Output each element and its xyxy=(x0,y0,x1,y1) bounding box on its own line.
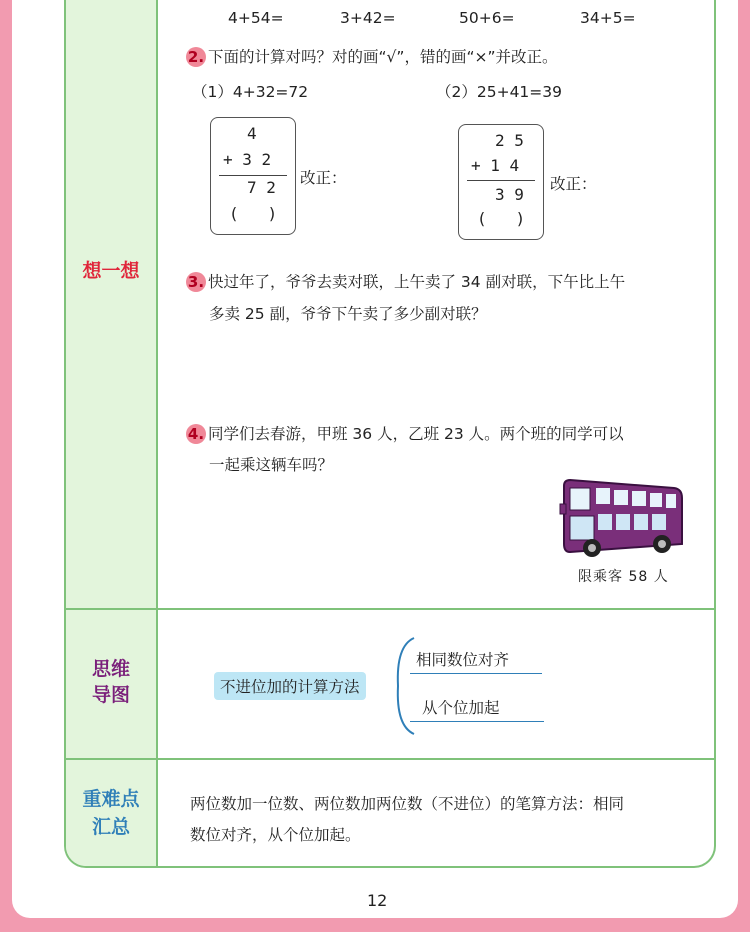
branch-underline xyxy=(410,673,542,674)
equation-3: 50+6= xyxy=(459,9,515,27)
left-label-column xyxy=(66,0,158,866)
bus-capacity-caption: 限乘客 58 人 xyxy=(578,569,669,585)
question-3-line2: 多卖 25 副，爷爷下午卖了多少副对联？ xyxy=(209,305,487,323)
section-label-mindmap-line2: 导图 xyxy=(91,684,130,706)
equation-2: 3+42= xyxy=(340,9,396,27)
page-sheet xyxy=(12,0,738,918)
section-label-summary-line1: 重难点 xyxy=(82,788,140,810)
calc-middle: + 1 4 xyxy=(471,156,520,175)
question-number: 2. xyxy=(187,48,205,66)
question-4-line1 xyxy=(186,422,624,444)
section-label-summary-line2: 汇总 xyxy=(91,816,130,838)
item-1-label: （1）4+32=72 xyxy=(192,83,309,101)
section-divider xyxy=(66,608,714,610)
question-text: 快过年了，爷爷去卖对联，上午卖了 34 副对联，下午比上午 xyxy=(208,273,626,291)
mindmap-branch-1: 相同数位对齐 xyxy=(416,651,510,669)
summary-line2: 数位对齐，从个位加起。 xyxy=(190,826,361,844)
correction-label-1: 改正： xyxy=(300,169,347,187)
mindmap-root: 不进位加的计算方法 xyxy=(214,672,366,700)
correction-label-2: 改正： xyxy=(550,175,597,193)
equation-4: 34+5= xyxy=(580,9,636,27)
section-label-think: 想一想 xyxy=(82,260,140,282)
question-number: 4. xyxy=(187,425,205,443)
calc-middle: + 3 2 xyxy=(223,150,272,169)
answer-paren[interactable]: ( ) xyxy=(229,204,278,223)
question-2 xyxy=(186,45,558,67)
calc-result: 3 9 xyxy=(495,185,524,204)
answer-paren[interactable]: ( ) xyxy=(477,209,526,228)
item-2-label: （2）25+41=39 xyxy=(436,83,563,101)
vertical-calc-box-2 xyxy=(458,124,544,240)
question-3-line1 xyxy=(186,270,625,292)
double-decker-bus-icon xyxy=(556,474,690,560)
branch-underline xyxy=(410,721,544,722)
calc-line xyxy=(467,180,535,181)
question-text: 下面的计算对吗？对的画“√”，错的画“×”并改正。 xyxy=(208,48,558,66)
question-4-line2: 一起乘这辆车吗？ xyxy=(209,456,334,474)
calc-line xyxy=(219,175,287,176)
calc-result: 7 2 xyxy=(247,178,276,197)
summary-line1: 两位数加一位数、两位数加两位数（不进位）的笔算方法：相同 xyxy=(190,795,625,813)
calc-top: 4 xyxy=(247,124,257,143)
page-number: 12 xyxy=(367,891,388,910)
calc-top: 2 5 xyxy=(495,131,524,150)
equation-1: 4+54= xyxy=(228,9,284,27)
question-number: 3. xyxy=(187,273,205,291)
section-divider xyxy=(66,758,714,760)
mindmap-branch-2: 从个位加起 xyxy=(422,699,500,717)
vertical-calc-box-1 xyxy=(210,117,296,235)
exercise-panel xyxy=(64,0,716,868)
section-label-mindmap-line1: 思维 xyxy=(91,658,130,680)
question-text: 同学们去春游，甲班 36 人，乙班 23 人。两个班的同学可以 xyxy=(208,425,624,443)
